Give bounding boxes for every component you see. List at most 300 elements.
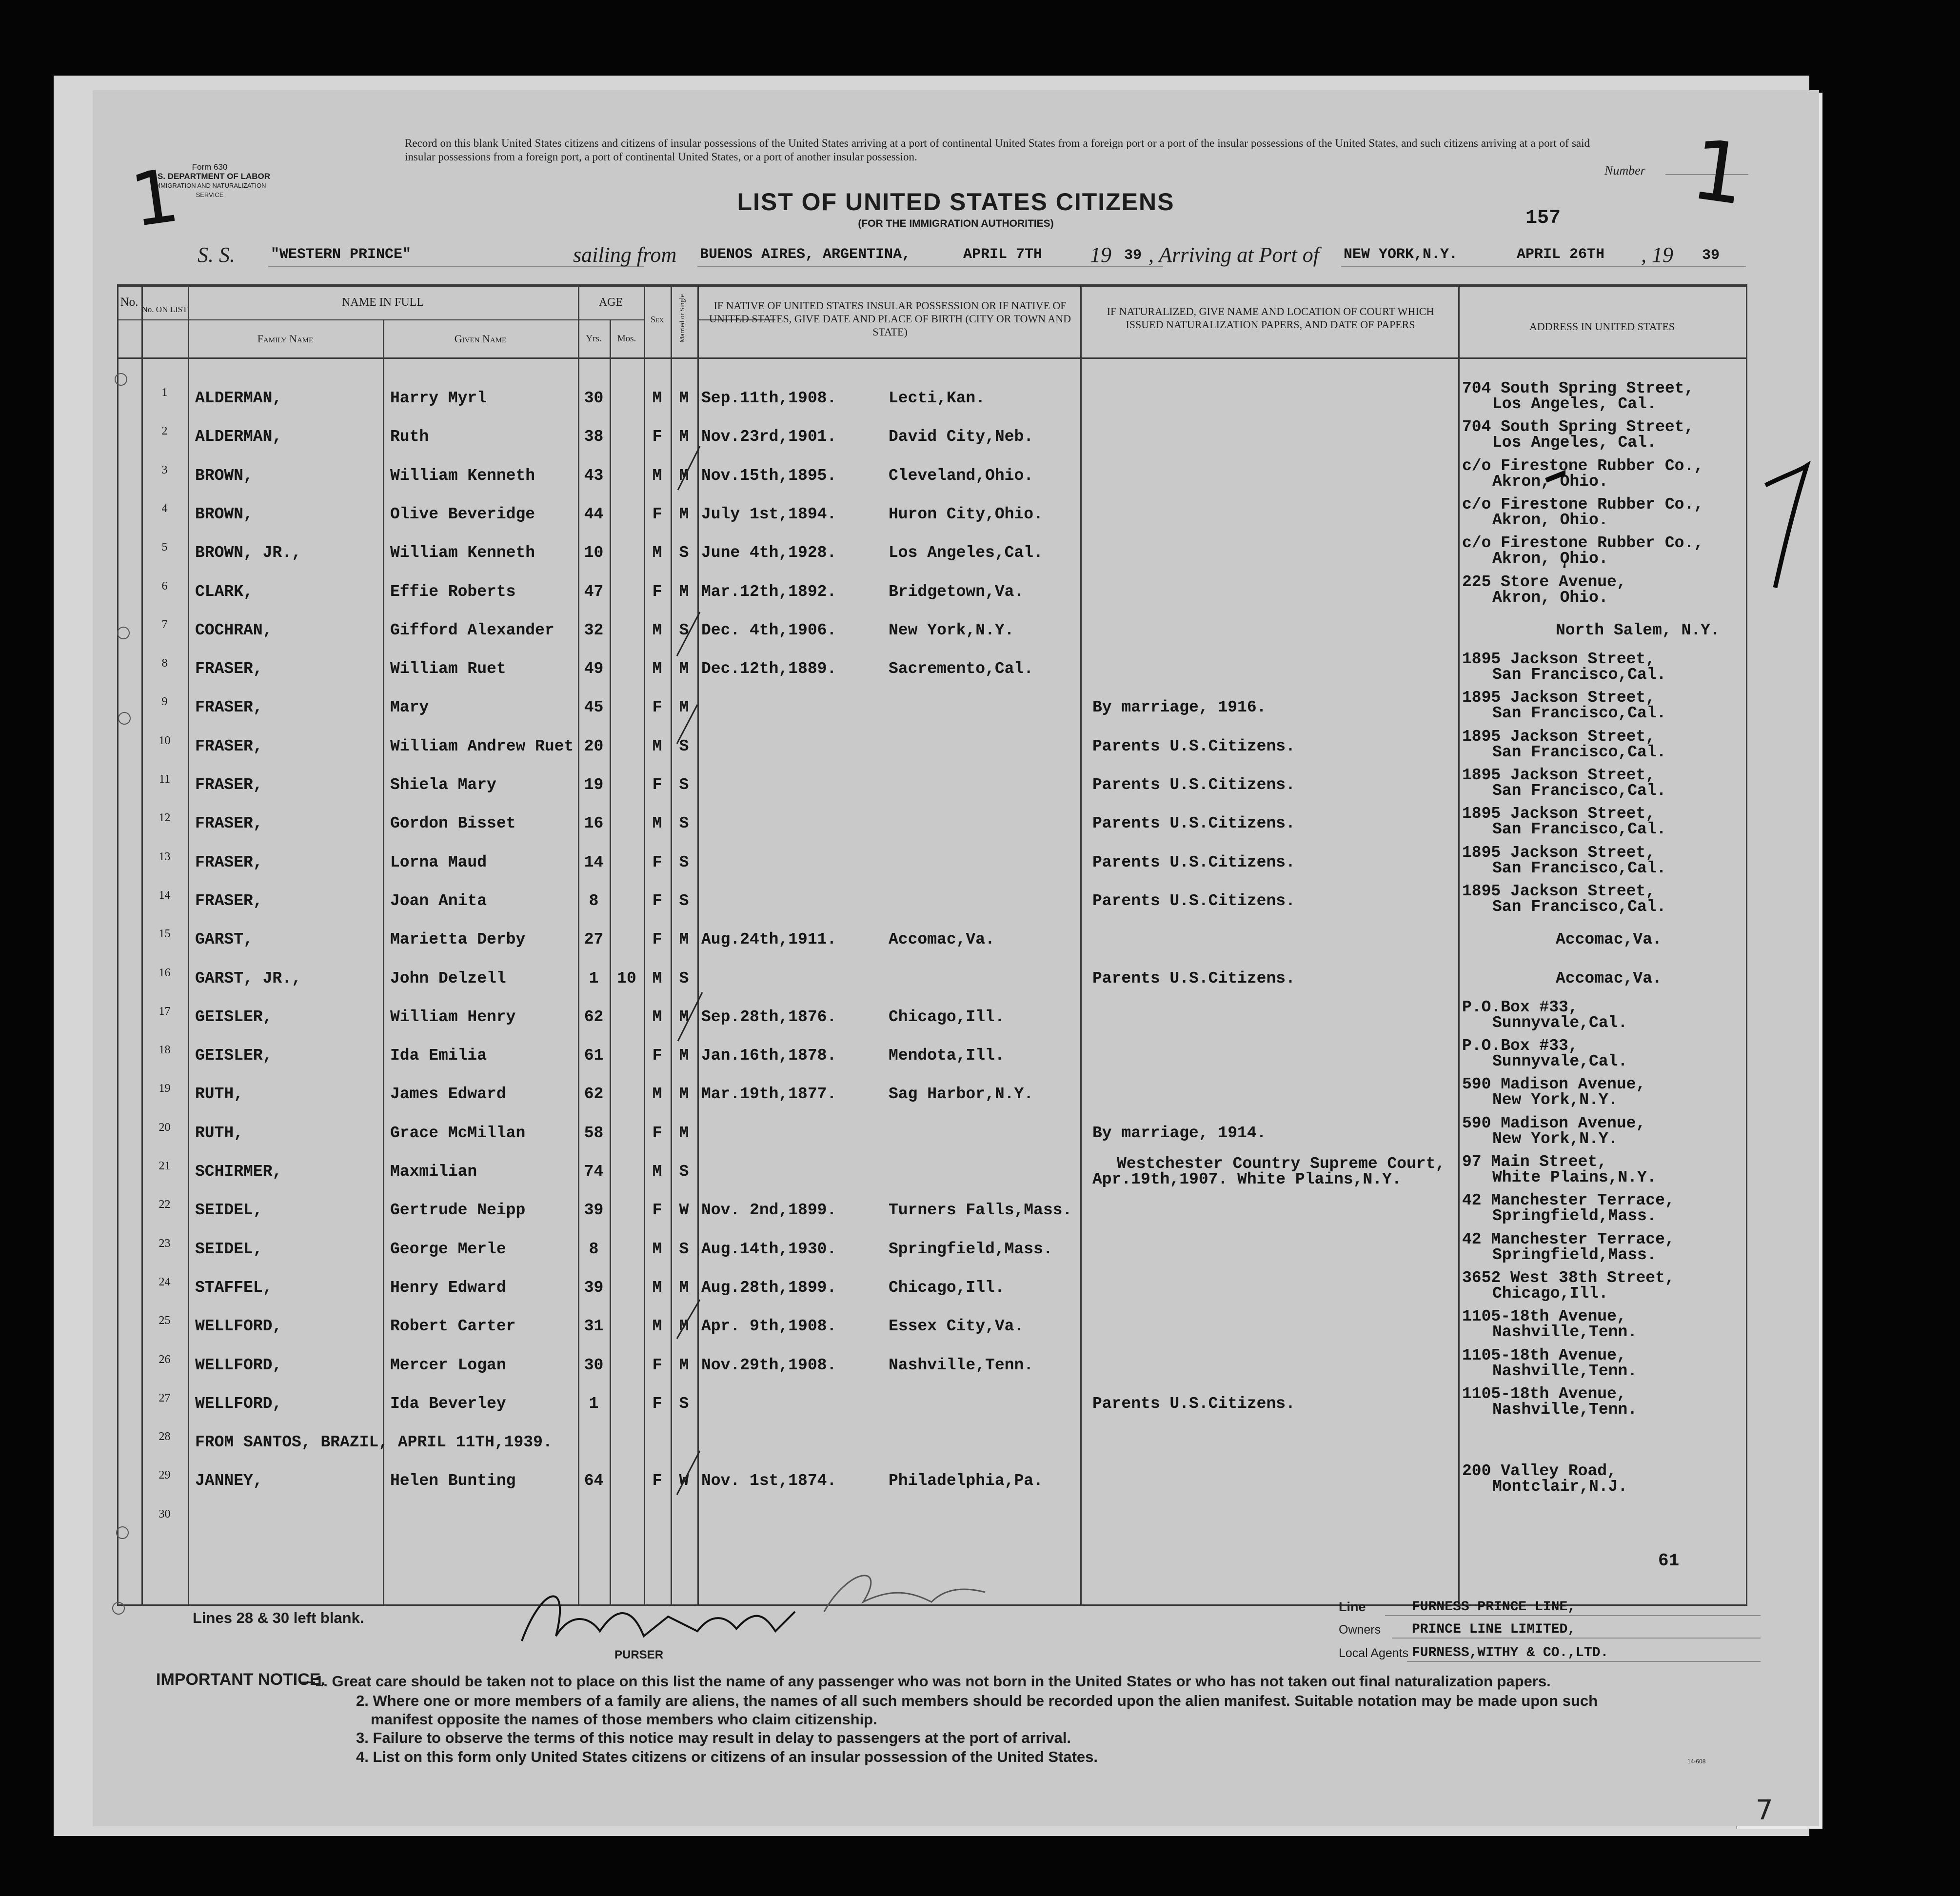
given-name-header: Given Name (454, 333, 507, 345)
row-number: 2 (161, 425, 168, 437)
birth-place: Accomac,Va. (889, 930, 995, 948)
address-line-2: San Francisco,Cal. (1492, 704, 1666, 722)
name-in-full-header: NAME IN FULL (342, 296, 424, 309)
print-code: 14-608 (1687, 1758, 1706, 1765)
given-name: Mary (390, 698, 429, 716)
family-name: WELLFORD, (195, 1317, 282, 1335)
row-number: 8 (161, 657, 168, 670)
agents-label: Local Agents (1339, 1646, 1409, 1660)
departure-port: BUENOS AIRES, ARGENTINA, (700, 246, 911, 263)
sex: M (652, 1163, 662, 1181)
birth-place: Sag Harbor,N.Y. (889, 1085, 1034, 1103)
marital-status: M (679, 467, 689, 485)
ss-label: S. S. (198, 243, 235, 267)
sex: F (652, 1472, 662, 1490)
line-label: Line (1339, 1600, 1366, 1614)
naturalization-info: By marriage, 1914. (1092, 1124, 1267, 1142)
marital-status: S (679, 892, 689, 910)
manifest-page (93, 90, 1819, 1826)
birth-place: Mendota,Ill. (889, 1047, 1005, 1065)
age-years: 64 (584, 1472, 604, 1490)
address-line-2: San Francisco,Cal. (1492, 820, 1666, 838)
address-line-2: Akron, Ohio. (1492, 511, 1608, 529)
departure-year: 39 (1124, 247, 1142, 264)
address-line-1: P.O.Box #33, (1462, 998, 1578, 1016)
row-number: 22 (158, 1198, 171, 1211)
age-years: 1 (589, 969, 599, 988)
row-number: 4 (161, 502, 168, 515)
address-line-1: 1895 Jackson Street, (1462, 689, 1656, 707)
departure-year-prefix: 19 (1090, 243, 1111, 267)
marital-status: M (679, 1008, 689, 1026)
address-line-2: Springfield,Mass. (1492, 1246, 1657, 1264)
sex: F (652, 1395, 662, 1413)
owners-value: PRINCE LINE LIMITED, (1412, 1622, 1576, 1637)
marital-status: S (679, 1240, 689, 1258)
marital-status: S (679, 1163, 689, 1181)
birth-place: Chicago,Ill. (889, 1008, 1005, 1026)
arrival-year-prefix: , 19 (1641, 243, 1673, 267)
naturalization-info: Parents U.S.Citizens. (1092, 776, 1295, 794)
sex: M (652, 1240, 662, 1258)
given-name: James Edward (390, 1085, 506, 1103)
birth-date: Nov. 2nd,1899. (701, 1201, 837, 1219)
line-block (1339, 1600, 1778, 1663)
address-line-1: 225 Store Avenue, (1462, 573, 1626, 591)
mos-header: Mos. (617, 334, 636, 344)
age-years: 16 (584, 814, 604, 832)
given-name: William Henry (390, 1008, 516, 1026)
row-number: 24 (158, 1276, 171, 1288)
address-line-1: 1895 Jackson Street, (1462, 882, 1656, 900)
given-name: Helen Bunting (390, 1472, 516, 1490)
purser-label: PURSER (614, 1648, 664, 1661)
birth-date: July 1st,1894. (701, 505, 837, 523)
marital-status: S (679, 737, 689, 755)
notice-item-2-cont: manifest opposite the names of those members who claim citizenship. (371, 1711, 877, 1728)
age-years: 62 (584, 1085, 604, 1103)
marital-status: M (679, 389, 689, 407)
family-name: BROWN, (195, 467, 253, 485)
age-years: 27 (584, 930, 604, 948)
sex: F (652, 505, 662, 523)
notice-item-1: —1. Great care should be taken not to place on this list the name of any passenger who was not born in the United States or who has not taken out final naturalization papers. (300, 1673, 1551, 1690)
given-name: Gordon Bisset (390, 814, 516, 832)
age-years: 47 (584, 583, 604, 601)
sailing-label: sailing from (573, 243, 677, 267)
address-line-2: Accomac,Va. (1556, 930, 1662, 948)
form-number: Form 630 (192, 162, 228, 172)
address-line-2: Springfield,Mass. (1492, 1207, 1657, 1225)
sex: F (652, 892, 662, 910)
row-number: 29 (158, 1469, 171, 1481)
sex: M (652, 1279, 662, 1297)
sex: M (652, 544, 662, 562)
marital-status: M (679, 505, 689, 523)
punch-hole (117, 627, 130, 639)
corner-page-number: 7 (1756, 1795, 1773, 1826)
address-line-2: Nashville,Tenn. (1492, 1362, 1638, 1380)
sex: M (652, 737, 662, 755)
address-line-2: Akron, Ohio. (1492, 550, 1608, 568)
address-line-2: Los Angeles, Cal. (1492, 395, 1657, 413)
given-name: William Andrew Ruet (390, 737, 574, 755)
age-years: 32 (584, 621, 604, 639)
row-number: 23 (158, 1237, 171, 1250)
yrs-header: Yrs. (586, 334, 602, 344)
address-line-1: 1895 Jackson Street, (1462, 728, 1656, 746)
family-name: FRASER, (195, 776, 263, 794)
family-name: SCHIRMER, (195, 1163, 282, 1181)
address-line-1: 590 Madison Avenue, (1462, 1075, 1646, 1093)
naturalization-info: By marriage, 1916. (1092, 698, 1267, 716)
given-name: Ida Emilia (390, 1047, 487, 1065)
birth-place: Essex City,Va. (889, 1317, 1024, 1335)
age-years: 30 (584, 389, 604, 407)
line-value: FURNESS PRINCE LINE, (1412, 1600, 1576, 1615)
marital-status: M (679, 660, 689, 678)
address-line-1: 1895 Jackson Street, (1462, 650, 1656, 668)
sex: F (652, 776, 662, 794)
sex: M (652, 660, 662, 678)
age-years: 10 (584, 544, 604, 562)
arrival-year: 39 (1702, 247, 1720, 264)
family-name: FRASER, (195, 698, 263, 716)
marital-status: S (679, 853, 689, 871)
punch-hole (112, 1602, 125, 1615)
row-number: 5 (161, 541, 168, 553)
birth-place: Huron City,Ohio. (889, 505, 1043, 523)
marital-status: S (679, 969, 689, 988)
marital-status: S (679, 544, 689, 562)
given-name: John Delzell (390, 969, 506, 988)
address-line-2: Chicago,Ill. (1492, 1284, 1608, 1303)
birth-date: Apr. 9th,1908. (701, 1317, 837, 1335)
margin-annotation-icon (1761, 461, 1814, 592)
notice-item-3: 3. Failure to observe the terms of this notice may result in delay to passengers at the port of arrival. (356, 1729, 1071, 1746)
given-name: Grace McMillan (390, 1124, 526, 1142)
row-number: 17 (158, 1005, 171, 1018)
naturalization-info: Parents U.S.Citizens. (1092, 814, 1295, 832)
birth-date: Jan.16th,1878. (701, 1047, 837, 1065)
row-number: 18 (158, 1044, 171, 1056)
family-name: ALDERMAN, (195, 389, 282, 407)
birth-place: Lecti,Kan. (889, 389, 986, 407)
arrival-date: APRIL 26TH (1517, 246, 1605, 263)
row-number: 7 (161, 618, 168, 631)
row-number: 13 (158, 850, 171, 863)
given-name: Effie Roberts (390, 583, 516, 601)
department: U.S. DEPARTMENT OF LABOR (149, 172, 271, 181)
service: IMMIGRATION AND NATURALIZATION SERVICE (153, 182, 266, 198)
sex: M (652, 969, 662, 988)
age-years: 8 (589, 892, 599, 910)
address-line-2: New York,N.Y. (1492, 1130, 1618, 1148)
address-line-2: Montclair,N.J. (1492, 1478, 1628, 1496)
row-number: 11 (158, 773, 171, 786)
birth-date: Aug.28th,1899. (701, 1279, 837, 1297)
birth-date: Dec.12th,1889. (701, 660, 837, 678)
given-name: Harry Myrl (390, 389, 487, 407)
given-name: Shiela Mary (390, 776, 496, 794)
family-name: JANNEY, (195, 1472, 263, 1490)
row-number: 27 (158, 1392, 171, 1404)
given-name: Gertrude Neipp (390, 1201, 526, 1219)
form-instructions: Record on this blank United States citizens and citizens of insular possessions of the United States arriving at a port of continental United States from a foreign port or a port of the insular possessions of the United States, and such citizens arriving at a port of said insular possessions from a foreign port, a port of continental United States, or a port of another insular possession. (405, 137, 1590, 163)
family-name: FRASER, (195, 737, 263, 755)
family-name: FRASER, (195, 660, 263, 678)
sex: F (652, 1124, 662, 1142)
notice-item-4: 4. List on this form only United States citizens or citizens of an insular possession of the United States. (356, 1748, 1098, 1765)
marital-status: W (679, 1201, 689, 1219)
address-line-1: 1895 Jackson Street, (1462, 805, 1656, 823)
naturalization-info: Westchester Country Supreme Court, (1117, 1155, 1445, 1173)
age-months: 10 (617, 969, 636, 988)
sex: F (652, 583, 662, 601)
punch-hole (116, 1526, 129, 1539)
address-line-2: Sunnyvale,Cal. (1492, 1014, 1628, 1032)
marital-status: M (679, 1124, 689, 1142)
arriving-label: , Arriving at Port of (1148, 243, 1319, 267)
age-years: 30 (584, 1356, 604, 1374)
address-line-1: 1895 Jackson Street, (1462, 766, 1656, 784)
age-header: AGE (598, 296, 623, 309)
address-line-1: 97 Main Street, (1462, 1153, 1607, 1171)
arrival-port: NEW YORK,N.Y. (1344, 246, 1458, 263)
birth-date: Nov. 1st,1874. (701, 1472, 837, 1490)
pen-annotations (1078, 227, 1565, 1787)
row-number: 30 (158, 1508, 171, 1521)
birth-place: Philadelphia,Pa. (889, 1472, 1043, 1490)
row-number: 26 (158, 1353, 171, 1366)
birth-date: Sep.11th,1908. (701, 389, 837, 407)
row-number: 25 (158, 1314, 171, 1327)
family-name: GEISLER, (195, 1047, 273, 1065)
no-on-list-header: No. ON LIST (141, 305, 188, 314)
birth-place: Bridgetown,Va. (889, 583, 1024, 601)
birth-date: Aug.24th,1911. (701, 930, 837, 948)
birth-place: Springfield,Mass. (889, 1240, 1053, 1258)
address-line-1: 1105-18th Avenue, (1462, 1346, 1626, 1364)
family-name: RUTH, (195, 1124, 244, 1142)
birth-date: Nov.15th,1895. (701, 467, 837, 485)
married-single-header: Married or Single (679, 294, 686, 343)
address-line-1: 590 Madison Avenue, (1462, 1114, 1646, 1132)
address-line-2: White Plains,N.Y. (1492, 1168, 1657, 1186)
birth-place: Cleveland,Ohio. (889, 467, 1034, 485)
family-name: CLARK, (195, 583, 253, 601)
marital-status: S (679, 776, 689, 794)
family-name: SEIDEL, (195, 1240, 263, 1258)
notice-title: IMPORTANT NOTICE. (156, 1670, 325, 1689)
age-years: 43 (584, 467, 604, 485)
family-name-header: Family Name (257, 333, 314, 345)
page-number: 157 (1525, 207, 1561, 229)
row-number: 21 (158, 1160, 171, 1172)
address-line-1: c/o Firestone Rubber Co., (1462, 534, 1704, 552)
marital-status: W (679, 1472, 689, 1490)
given-name: George Merle (390, 1240, 506, 1258)
marital-status: M (679, 1317, 689, 1335)
address-line-1: 1895 Jackson Street, (1462, 844, 1656, 862)
ship-name: "WESTERN PRINCE" (271, 246, 412, 263)
address-line-2: Akron, Ohio. (1492, 589, 1608, 607)
marital-status: M (679, 1085, 689, 1103)
address-line-1: 704 South Spring Street, (1462, 418, 1694, 436)
marital-status: M (679, 930, 689, 948)
age-years: 14 (584, 853, 604, 871)
family-name: STAFFEL, (195, 1279, 273, 1297)
age-years: 58 (584, 1124, 604, 1142)
address-line-1: 704 South Spring Street, (1462, 379, 1694, 397)
sex: F (652, 930, 662, 948)
naturalization-info-line2: Apr.19th,1907. White Plains,N.Y. (1092, 1170, 1402, 1188)
sex: M (652, 814, 662, 832)
row-number: 20 (158, 1121, 171, 1134)
punch-hole (118, 712, 131, 725)
address-line-2: San Francisco,Cal. (1492, 666, 1666, 684)
notice-item-2: 2. Where one or more members of a family are aliens, the names of all such members should be recorded upon the alien manifest. Suitable notation may be made upon such (356, 1692, 1598, 1709)
marital-status: M (679, 1047, 689, 1065)
departure-date: APRIL 7TH (963, 246, 1043, 263)
sex: F (652, 698, 662, 716)
address-line-1: P.O.Box #33, (1462, 1037, 1578, 1055)
naturalization-info: Parents U.S.Citizens. (1092, 892, 1295, 910)
sex: M (652, 1008, 662, 1026)
row-number: 16 (158, 967, 171, 979)
passenger-count: 61 (1658, 1551, 1680, 1571)
birth-place: Sacremento,Cal. (889, 660, 1034, 678)
birth-place: Turners Falls,Mass. (889, 1201, 1072, 1219)
given-name: Ida Beverley (390, 1395, 506, 1413)
given-name: Joan Anita (390, 892, 487, 910)
birth-date: Nov.23rd,1901. (701, 428, 837, 446)
address-line-2: Nashville,Tenn. (1492, 1323, 1638, 1341)
birth-place: New York,N.Y. (889, 621, 1014, 639)
age-years: 8 (589, 1240, 599, 1258)
family-name: FRASER, (195, 892, 263, 910)
given-name: Henry Edward (390, 1279, 506, 1297)
age-years: 49 (584, 660, 604, 678)
sex-header: Sex (650, 315, 664, 324)
given-name: Marietta Derby (390, 930, 526, 948)
sex: F (652, 853, 662, 871)
family-name: GARST, (195, 930, 253, 948)
address-line-2: San Francisco,Cal. (1492, 782, 1666, 800)
family-name: ALDERMAN, (195, 428, 282, 446)
marital-status: M (679, 583, 689, 601)
marital-status: M (679, 1279, 689, 1297)
age-years: 19 (584, 776, 604, 794)
address-line-2: San Francisco,Cal. (1492, 898, 1666, 916)
marital-status: S (679, 621, 689, 639)
address-line-1: 42 Manchester Terrace, (1462, 1191, 1675, 1209)
number-label: Number (1604, 163, 1645, 178)
row-number: 9 (161, 695, 168, 708)
form-subtitle: (FOR THE IMMIGRATION AUTHORITIES) (858, 218, 1054, 229)
address-line-1: c/o Firestone Rubber Co., (1462, 457, 1704, 475)
given-name: Olive Beveridge (390, 505, 535, 523)
address-line-1: 1105-18th Avenue, (1462, 1385, 1626, 1403)
marital-status: S (679, 814, 689, 832)
birth-place: Chicago,Ill. (889, 1279, 1005, 1297)
family-name: BROWN, JR., (195, 544, 301, 562)
given-name: Lorna Maud (390, 853, 487, 871)
row-number: 1 (161, 386, 168, 399)
birth-date: Aug.14th,1930. (701, 1240, 837, 1258)
birth-date: Mar.12th,1892. (701, 583, 837, 601)
family-name: FRASER, (195, 814, 263, 832)
row-number: 28 (158, 1430, 171, 1443)
age-years: 62 (584, 1008, 604, 1026)
birth-place: David City,Neb. (889, 428, 1034, 446)
age-years: 45 (584, 698, 604, 716)
address-line-2: San Francisco,Cal. (1492, 743, 1666, 761)
margin-handwritten-mark: 1 (126, 153, 184, 244)
signature-icon (424, 1558, 1010, 1665)
row-number: 10 (158, 734, 171, 747)
birth-date: Mar.19th,1877. (701, 1085, 837, 1103)
family-name: GARST, JR., (195, 969, 301, 988)
naturalization-info: Parents U.S.Citizens. (1092, 853, 1295, 871)
family-name: WELLFORD, (195, 1356, 282, 1374)
birth-date: Nov.29th,1908. (701, 1356, 837, 1374)
given-name: William Ruet (390, 660, 506, 678)
marital-status: M (679, 1356, 689, 1374)
sex: M (652, 1085, 662, 1103)
marital-status: M (679, 698, 689, 716)
birth-place: Los Angeles,Cal. (889, 544, 1043, 562)
family-name: SEIDEL, (195, 1201, 263, 1219)
naturalized-header: IF NATURALIZED, GIVE NAME AND LOCATION OF COURT WHICH ISSUED NATURALIZATION PAPERS, AND DATE OF PAPERS (1107, 305, 1434, 331)
address-line-1: 200 Valley Road, (1462, 1462, 1617, 1480)
family-name: WELLFORD, (195, 1395, 282, 1413)
row-number: 15 (158, 928, 171, 940)
family-name: GEISLER, (195, 1008, 273, 1026)
birth-date: Sep.28th,1876. (701, 1008, 837, 1026)
sex: M (652, 467, 662, 485)
age-years: 31 (584, 1317, 604, 1335)
naturalization-info: Parents U.S.Citizens. (1092, 969, 1295, 988)
number-handwritten: 1 (1685, 121, 1752, 224)
age-years: 39 (584, 1201, 604, 1219)
given-name: Robert Carter (390, 1317, 516, 1335)
blank-lines-note: Lines 28 & 30 left blank. (193, 1609, 364, 1626)
birth-header: IF NATIVE OF UNITED STATES INSULAR POSSESSION OR IF NATIVE OF UNITED STATES, GIVE DATE AND PLACE OF BIRTH (CITY OR TOWN AND STATE) (709, 299, 1071, 338)
age-years: 74 (584, 1163, 604, 1181)
family-name: BROWN, (195, 505, 253, 523)
family-name: RUTH, (195, 1085, 244, 1103)
given-name: Maxmilian (390, 1163, 477, 1181)
address-line-2: San Francisco,Cal. (1492, 859, 1666, 877)
sex: F (652, 1047, 662, 1065)
address-line-2: New York,N.Y. (1492, 1091, 1618, 1109)
check-marks (673, 363, 707, 1612)
sex: F (652, 428, 662, 446)
address-line-1: 3652 West 38th Street, (1462, 1269, 1675, 1287)
address-line-1: 42 Manchester Terrace, (1462, 1230, 1675, 1248)
marital-status: S (679, 1395, 689, 1413)
sex: F (652, 1201, 662, 1219)
address-line-1: c/o Firestone Rubber Co., (1462, 495, 1704, 514)
sex: M (652, 1317, 662, 1335)
address-line-2: Los Angeles, Cal. (1492, 434, 1657, 452)
punch-hole (115, 373, 127, 386)
given-name: William Kenneth (390, 467, 535, 485)
given-name: Mercer Logan (390, 1356, 506, 1374)
row-number: 3 (161, 464, 168, 476)
birth-place: Nashville,Tenn. (889, 1356, 1034, 1374)
